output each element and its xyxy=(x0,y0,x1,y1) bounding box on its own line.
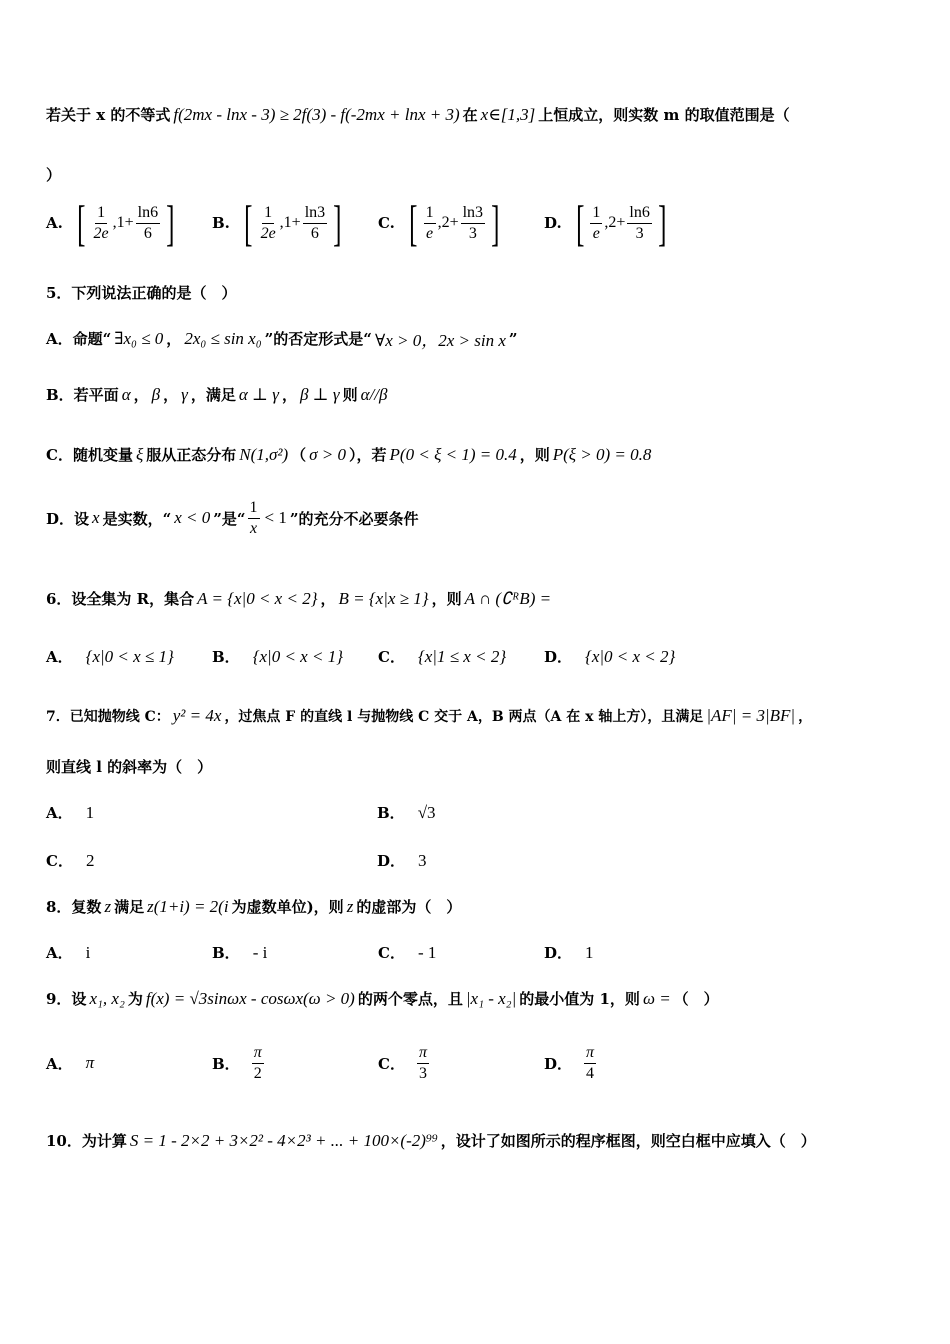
q4-options xyxy=(46,195,910,251)
frac-num: ln6 xyxy=(136,203,160,224)
frac-den: 4 xyxy=(586,1064,595,1082)
option-label: B． xyxy=(212,648,240,666)
q8-stem xyxy=(46,896,910,917)
frac-den: 2e xyxy=(93,224,109,242)
q5-option-c[interactable] xyxy=(46,444,910,465)
q8-options xyxy=(46,942,910,963)
q6-stem-text: 6．设全集为 R，集合 xyxy=(46,590,195,608)
q4-option-d[interactable] xyxy=(544,195,671,251)
q6-set-b: B = {x|x ≥ 1} xyxy=(338,588,429,608)
q10-stem xyxy=(46,1130,910,1151)
option-value: 1 xyxy=(85,802,95,822)
q5-b-label: B．若平面 xyxy=(46,386,119,404)
option-label: D． xyxy=(544,648,573,666)
q5-d-label: D．设 xyxy=(46,509,90,528)
q5-b-then: 则 xyxy=(342,386,358,404)
frac-num: ln6 xyxy=(627,203,651,224)
q8-text2: 为虚数单位)，则 xyxy=(231,898,344,916)
q5-b-gamma: γ xyxy=(181,384,188,404)
option-label: D． xyxy=(377,852,406,870)
q5-a-label: A．命题 xyxy=(46,330,103,348)
q4-option-d-interval: [ $\frac{1}{e}$ ,2+ $\frac{\ln 6}{3}$ ] xyxy=(575,195,667,251)
option-label: A. xyxy=(46,214,63,232)
q5-d-cond1: x < 0 xyxy=(174,508,211,527)
q7-parabola-equation: y² = 4x xyxy=(172,706,222,725)
q5-a-sep: ， xyxy=(166,330,182,348)
q5-option-b[interactable] xyxy=(46,384,910,405)
q4-inequality: f(2mx - lnx - 3) ≥ 2f(3) - f(-2mx + lnx + 3) xyxy=(173,104,460,124)
option-value: 3 xyxy=(418,850,427,870)
option-value: {x|0 < x < 1} xyxy=(252,646,343,666)
q5-a-mid: ”的否定形式是 xyxy=(264,330,364,348)
q4-stem xyxy=(46,104,910,125)
frac-den: 6 xyxy=(143,224,152,242)
q7-line2 xyxy=(46,756,910,777)
frac-num: 1 xyxy=(590,203,602,224)
option-label: D. xyxy=(544,214,562,232)
q5-d-cond2: < 1 xyxy=(264,508,287,527)
q5-b-alpha: α xyxy=(121,384,131,404)
q5-a-quote-open: “ xyxy=(102,329,112,348)
interval-mid: ,1+ xyxy=(112,214,134,231)
q8-z: z xyxy=(104,896,112,916)
option-label: C． xyxy=(378,1054,405,1073)
q9-abs: |x₁ - x₂| xyxy=(465,988,517,1008)
frac-num: 1 xyxy=(95,203,107,224)
q9-text4: （ ） xyxy=(673,990,719,1008)
q5-b-text: ，满足 xyxy=(190,386,236,404)
q8-text1: 满足 xyxy=(114,898,145,916)
q5-option-d[interactable] xyxy=(46,494,910,542)
frac-den: 2e xyxy=(260,224,276,242)
q4-option-a-interval: [ $\frac{1}{2e}$ ,1+ $\frac{\ln 6}{6}$ ] xyxy=(77,195,175,251)
q5-b-comma: ， xyxy=(281,386,297,404)
frac-num: 1 xyxy=(424,203,436,224)
q8-equation: z(1+i) = 2(i xyxy=(147,896,229,916)
option-label: C. xyxy=(378,214,395,232)
q5-b-comma: ， xyxy=(133,386,149,404)
q9-omega: ω = xyxy=(642,988,671,1008)
q8-text3: 的虚部为（ ） xyxy=(356,898,462,916)
q7-option-a[interactable] xyxy=(46,802,377,823)
q5-a-math1: ∃x₀ ≤ 0 xyxy=(114,328,164,348)
q4-option-c-interval: [ $\frac{1}{e}$ ,2+ $\frac{\ln 3}{3}$ ] xyxy=(409,195,500,251)
q6-option-c[interactable] xyxy=(378,646,544,667)
q4-domain: x∈[1,3] xyxy=(480,104,536,124)
frac-den: 3 xyxy=(418,1064,427,1082)
q7-option-d[interactable] xyxy=(377,850,430,871)
q5-c-text1: 服从正态分布 xyxy=(146,446,237,464)
frac-den: 2 xyxy=(253,1064,262,1082)
option-value: √3 xyxy=(417,802,436,822)
q5-c-text3: ，则 xyxy=(519,446,550,464)
q8-option-b[interactable] xyxy=(212,942,378,963)
q7-stem xyxy=(46,706,924,726)
q9-text2: 的两个零点，且 xyxy=(357,990,463,1008)
q5-d-text3: ”的充分不必要条件 xyxy=(289,509,419,528)
q9-option-c[interactable] xyxy=(378,1043,544,1084)
q9-text1: 为 xyxy=(127,990,143,1008)
q8-option-d[interactable] xyxy=(544,942,597,963)
interval-mid: ,1+ xyxy=(279,214,301,231)
option-label: B． xyxy=(212,944,240,962)
option-value: {x|0 < x ≤ 1} xyxy=(85,646,174,666)
q5-c-normal: N(1,σ²) xyxy=(239,444,289,464)
q6-option-b[interactable] xyxy=(212,646,378,667)
q4-on: 在 xyxy=(462,106,478,124)
q5-a-quote-close: ” xyxy=(508,329,518,348)
q6-then: ，则 xyxy=(431,590,462,608)
frac-num: ln3 xyxy=(303,203,327,224)
frac-num: ln3 xyxy=(461,203,485,224)
q7-end: ， xyxy=(798,709,813,725)
q4-option-b-interval: [ $\frac{1}{2e}$ ,1+ $\frac{\ln 3}{6}$ ] xyxy=(244,195,342,251)
q6-set-a: A = {x|0 < x < 2} xyxy=(197,588,318,608)
interval-mid: ,2+ xyxy=(604,214,626,231)
option-value: - 1 xyxy=(417,942,437,962)
option-value: {x|0 < x < 2} xyxy=(585,646,676,666)
option-value: - i xyxy=(252,942,268,962)
q5-c-sigma: σ > 0 xyxy=(309,444,347,464)
q9-text3: 的最小值为 1，则 xyxy=(519,990,640,1008)
frac-num: π xyxy=(584,1043,596,1064)
q10-tail: ，设计了如图所示的程序框图，则空白框中应填入（ ） xyxy=(440,1132,816,1150)
q5-c-prob2: P(ξ > 0) = 0.8 xyxy=(552,444,652,464)
q4-close-line xyxy=(46,164,910,185)
q7-condition: |AF| = 3|BF| xyxy=(706,706,796,725)
option-label: A． xyxy=(46,648,73,666)
q6-sep: ， xyxy=(320,590,336,608)
option-label: C． xyxy=(378,944,405,962)
option-label: C． xyxy=(46,852,73,870)
q5-c-label: C．随机变量 xyxy=(46,446,133,464)
option-value: 1 xyxy=(585,942,594,962)
q5-b-math4: α ⊥ γ xyxy=(238,384,279,404)
q8-option-a[interactable] xyxy=(46,942,212,963)
q5-c-prob1: P(0 < ξ < 1) = 0.4 xyxy=(389,444,517,464)
q8-stem-text: 8．复数 xyxy=(46,898,102,916)
q5-option-a[interactable] xyxy=(46,326,910,351)
q5-b-comma: ， xyxy=(163,386,179,404)
q9-options xyxy=(46,1040,910,1086)
option-value: {x|1 ≤ x < 2} xyxy=(417,646,507,666)
q9-vars: x₁, x₂ xyxy=(89,988,125,1008)
q10-expression: S = 1 - 2×2 + 3×2² - 4×2³ + ... + 100×(-2)⁹⁹ xyxy=(129,1130,438,1150)
q4-option-c[interactable] xyxy=(378,195,544,251)
q5-c-xi: ξ xyxy=(135,444,144,464)
option-value: 2 xyxy=(85,850,95,870)
q6-option-a[interactable] xyxy=(46,646,212,667)
option-label: B. xyxy=(212,214,230,232)
q9-stem xyxy=(46,988,910,1009)
frac-den: e xyxy=(426,224,434,242)
q9-function: f(x) = √3sinωx - cosωx(ω > 0) xyxy=(145,988,355,1008)
option-label: D． xyxy=(544,1054,573,1073)
q4-close: ） xyxy=(46,166,62,184)
q7-line2-text: 则直线 l 的斜率为（ ） xyxy=(46,758,213,776)
q5-d-text1: 是实数，“ xyxy=(102,509,172,528)
q7-option-b[interactable] xyxy=(377,802,439,823)
q6-expression: A ∩ (∁ᴿB) = xyxy=(464,588,552,608)
q9-option-b[interactable] xyxy=(212,1043,378,1084)
q8-option-c[interactable] xyxy=(378,942,544,963)
q5-a-math2: 2x₀ ≤ sin x₀ xyxy=(184,328,262,348)
q7-stem-text: 7．已知抛物线 C： xyxy=(46,709,170,725)
q7-mid-text: ，过焦点 F 的直线 l 与抛物线 C 交于 A，B 两点（A 在 x 轴上方），且满足 xyxy=(224,709,704,725)
q4-tail: 上恒成立，则实数 m 的取值范围是（ xyxy=(538,106,790,124)
option-label: D． xyxy=(544,944,573,962)
frac-den: 3 xyxy=(635,224,644,242)
q7-options-row2 xyxy=(46,850,910,871)
frac-den: 6 xyxy=(310,224,319,242)
q4-option-b[interactable] xyxy=(212,195,378,251)
q8-z2: z xyxy=(346,896,354,916)
q5-a-math3: ∀x > 0，2x > sin x xyxy=(374,331,506,350)
q5-b-math6: α//β xyxy=(360,384,388,404)
option-label: A． xyxy=(46,1054,73,1073)
interval-mid: ,2+ xyxy=(437,214,459,231)
q5-a-quote-open2: “ xyxy=(363,329,372,348)
q4-option-a[interactable] xyxy=(46,195,212,251)
frac-den: e xyxy=(592,224,600,242)
frac-num: 1 xyxy=(248,498,260,519)
q5-c-paren-open: （ xyxy=(291,446,307,464)
q5-stem xyxy=(46,282,910,303)
q9-option-d[interactable] xyxy=(544,1043,598,1084)
option-label: A． xyxy=(46,804,73,822)
q6-stem xyxy=(46,588,910,609)
option-value: i xyxy=(85,942,91,962)
q6-options xyxy=(46,646,910,667)
frac-den: 3 xyxy=(468,224,477,242)
q7-options-row1 xyxy=(46,802,910,823)
option-label: B． xyxy=(377,804,405,822)
q10-stem-text: 10．为计算 xyxy=(46,1132,127,1150)
q4-intro: 若关于 x 的不等式 xyxy=(46,106,171,124)
option-value: π xyxy=(85,1053,95,1072)
frac-num: π xyxy=(252,1043,264,1064)
option-label: A． xyxy=(46,944,73,962)
q5-c-text2: ），若 xyxy=(349,446,387,464)
q5-d-text2: ”是“ xyxy=(213,509,246,528)
option-label: B． xyxy=(212,1054,240,1073)
q9-option-a[interactable] xyxy=(46,1053,212,1074)
q9-stem-text: 9．设 xyxy=(46,990,87,1008)
q5-b-math5: β ⊥ γ xyxy=(299,384,340,404)
q5-stem-text: 5．下列说法正确的是（ ） xyxy=(46,284,237,302)
q6-option-d[interactable] xyxy=(544,646,678,667)
frac-num: 1 xyxy=(262,203,274,224)
option-label: C． xyxy=(378,648,405,666)
frac-num: π xyxy=(417,1043,429,1064)
q5-b-beta: β xyxy=(151,384,161,404)
q7-option-c[interactable] xyxy=(46,850,377,871)
frac-den: x xyxy=(249,519,258,537)
q5-d-x: x xyxy=(92,508,100,527)
